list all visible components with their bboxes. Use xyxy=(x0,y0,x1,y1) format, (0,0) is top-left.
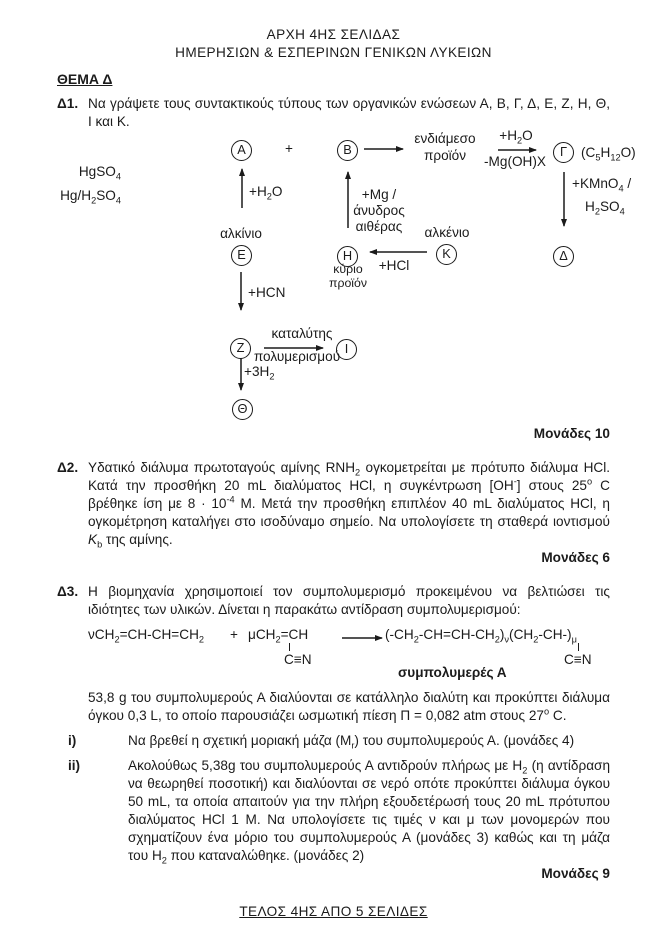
question-d3 xyxy=(57,583,610,619)
label-hgso4: HgSO$_4$ xyxy=(78,164,121,182)
question-d2-label: Δ2. xyxy=(57,460,79,475)
question-d3-paragraph: 53,8 g του συμπολυμερούς Α διαλύονται σε κατάλληλο διαλύτη και προκύπτει διάλυμα όγκου 0,3 L, το οποίο παρουσιάζει ωσμωτική πίεση Π = 0,082 atm στους $27^o$ C. xyxy=(88,690,610,723)
question-d1 xyxy=(57,95,610,131)
formula-plus: + xyxy=(230,627,238,642)
label-3h2: $+3H_2$ xyxy=(244,364,275,382)
node-circle-d: Δ xyxy=(553,246,574,267)
node-circle-b: Β xyxy=(337,140,358,161)
label-mg-line1: +Mg / xyxy=(361,187,397,202)
node-circle-e: Ε xyxy=(231,245,252,266)
formula-reactant1: $\nu CH_2=CH-CH=CH_2$ xyxy=(88,627,205,645)
label-mgohx: -Mg(OH)X xyxy=(484,154,546,169)
question-d1-label: Δ1. xyxy=(57,96,79,111)
theme-heading: ΘΕΜΑ Δ xyxy=(57,71,113,87)
item-i-label: i) xyxy=(68,733,77,748)
label-intermediate-line1: ενδιάμεσο xyxy=(414,131,476,146)
reaction-scheme-diagram xyxy=(57,128,636,423)
label-hcn: +HCN xyxy=(248,285,286,300)
formula-cn-right: C≡N xyxy=(564,652,592,667)
header-line2: ΗΜΕΡΗΣΙΩΝ & ΕΣΠΕΡΙΝΩΝ ΓΕΝΙΚΩΝ ΛΥΚΕΙΩΝ xyxy=(175,45,492,60)
label-main-product xyxy=(329,263,367,290)
node-circle-k: Κ xyxy=(436,244,457,265)
label-intermediate-line2: προϊόν xyxy=(423,148,467,163)
copolymerization-formula xyxy=(57,624,610,682)
item-ii-label: ii) xyxy=(68,758,81,773)
label-c5h12o: $(C_5H_{12}O)$ xyxy=(581,145,636,163)
formula-bond-left xyxy=(289,643,290,651)
label-intermediate-product xyxy=(414,130,475,164)
marks-d1: Μονάδες 10 xyxy=(533,426,610,441)
question-d3-item-ii xyxy=(68,757,610,865)
question-d2 xyxy=(57,459,610,549)
marks-d3: Μονάδες 9 xyxy=(541,866,610,881)
label-main-product-line2: προϊόν xyxy=(328,275,368,290)
label-kmno4: +KMnO$_4$ / xyxy=(572,176,632,194)
label-alkene: αλκένιο xyxy=(424,225,470,240)
question-d3-text: Η βιομηχανία χρησιμοποιεί τον συμπολυμερισμό προκειμένου να βελτιώσει τις ιδιότητες των υλικών. Δίνεται η παρακάτω αντίδραση συμπολυμερισμού: xyxy=(88,584,610,617)
formula-arrow xyxy=(340,632,386,644)
label-catalyst: καταλύτης xyxy=(271,326,333,341)
label-h2o-left: $+H_2O$ xyxy=(249,184,283,202)
item-i-text: Να βρεθεί η σχετική μοριακή μάζα $(M_r)$ του συμπολυμερούς Α. (μονάδες 4) xyxy=(128,733,575,751)
page-footer: ΤΕΛΟΣ 4ΗΣ ΑΠΟ 5 ΣΕΛΙΔΕΣ xyxy=(239,904,428,919)
page-header xyxy=(57,0,610,62)
label-hcl: +HCl xyxy=(378,258,410,273)
label-alkyne: αλκίνιο xyxy=(220,226,262,241)
label-hg-h2so4: $Hg/H_2SO_4$ xyxy=(60,188,121,206)
label-mg-ether xyxy=(353,187,405,235)
label-main-product-line1: κύριο xyxy=(333,262,363,276)
question-d1-text: Να γράψετε τους συντακτικούς τύπους των οργανικών ενώσεων Α, Β, Γ, Δ, Ε, Ζ, Η, Θ, Ι και Κ. xyxy=(88,96,610,129)
question-d2-text: Υδατικό διάλυμα πρωτοταγούς αμίνης $RNH_2$ ογκομετρείται με πρότυπο διάλυμα HCl. Κατά την προσθήκη 20 mL διαλύματος HCl, η συγκέντρωση [OH-] στους $25^o$ C βρέθηκε ίση με $8 \cdot 10^{-4}$ M. Μετά την προσθήκη επιπλέον 40 mL διαλύματος HCl, η ογκομέτρηση καταλήγει στο ισοδύναμο σημείο. Να υπολογίσετε τη σταθερά ιοντισμού $K_b$ της αμίνης. xyxy=(88,460,611,550)
node-circle-i: Ι xyxy=(336,339,357,360)
node-circle-a: Α xyxy=(231,140,252,161)
question-d3-label: Δ3. xyxy=(57,584,79,599)
node-circle-h: Η xyxy=(337,246,358,267)
node-circle-g: Γ xyxy=(553,142,574,163)
label-mg-line2: άνυδρος xyxy=(353,203,405,218)
item-ii-text: Ακολούθως 5,38g του συμπολυμερούς Α αντιδρούν πλήρως με $H_2$ (η αντίδραση να θεωρηθεί ποσοτική) και διαλύονται σε νερό οπότε προκύπτει διάλυμα όγκου 50 mL, τα οποία απαιτούν για την πλήρη εξουδετέρωσή τους 20 mL πρότυπου διαλύματος HCl 1 M. Να υπολογίσετε τις τιμές ν και μ των μονομερών που σχηματίζουν ένα μόριο του συμπολυμερούς Α (μονάδες 3) καθώς και τη μάζα του $H_2$ που καταναλώθηκε. (μονάδες 2) xyxy=(128,758,611,866)
formula-reactant2: μCH$_2$=CH xyxy=(248,627,309,645)
copolymer-a-label: συμπολυμερές Α xyxy=(398,665,507,680)
label-h2o-top: $+H_2O$ xyxy=(499,128,533,146)
node-circle-z: Ζ xyxy=(230,338,251,359)
formula-product: $(-CH_2-CH=CH-CH_2)_\nu(CH_2-CH-)_\mu$ xyxy=(385,627,577,645)
plus-sign: + xyxy=(285,141,293,156)
header-line1: ΑΡΧΗ 4ΗΣ ΣΕΛΙΔΑΣ xyxy=(266,27,401,42)
marks-d2: Μονάδες 6 xyxy=(541,550,610,565)
label-mg-line3: αιθέρας xyxy=(355,219,403,234)
label-h2so4: $H_2SO_4$ xyxy=(585,199,625,217)
node-circle-th: Θ xyxy=(232,399,253,420)
label-polymerization: πολυμερισμού xyxy=(253,349,341,364)
question-d3-item-i xyxy=(68,732,610,750)
formula-cn-left: C≡N xyxy=(284,652,312,667)
formula-bond-right xyxy=(578,643,579,651)
